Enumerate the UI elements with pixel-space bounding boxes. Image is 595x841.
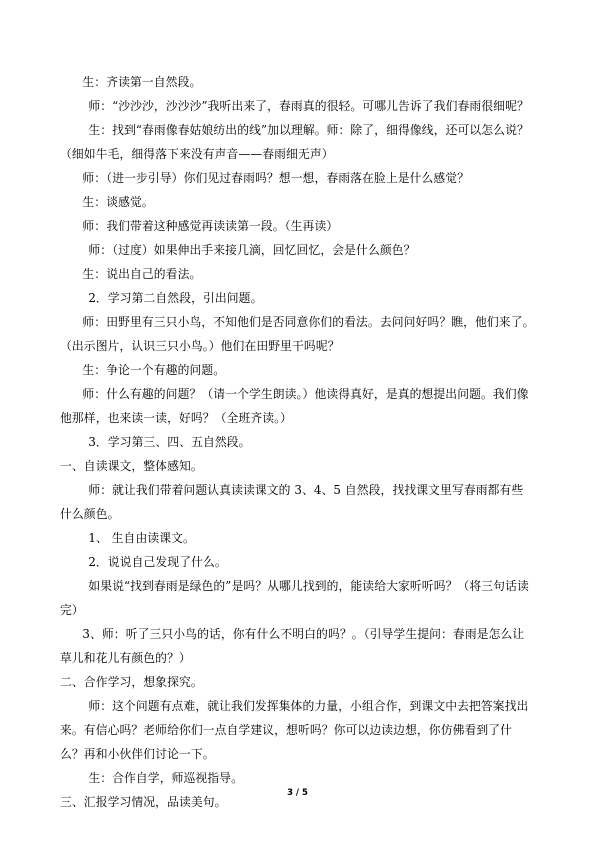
paragraph: 师：（进一步引导）你们见过春雨吗？想一想，春雨落在脸上是什么感觉？ bbox=[82, 171, 470, 185]
paragraph: 三、汇报学习情况，品读美句。 bbox=[60, 795, 227, 809]
paragraph: 师：“沙沙沙，沙沙沙”我听出来了，春雨真的很轻。可哪儿告诉了我们春雨很细呢？ bbox=[88, 99, 529, 113]
paragraph: 师：（过度）如果伸出手来接几滴，回忆回忆，会是什么颜色？ bbox=[88, 243, 416, 257]
paragraph: 1、 生自由读课文。 bbox=[88, 531, 195, 545]
paragraph: 3．学习第三、四、五自然段。 bbox=[88, 435, 251, 449]
paragraph: 生：齐读第一自然段。 bbox=[82, 75, 202, 89]
paragraph: 一、自读课文，整体感知。 bbox=[60, 459, 203, 473]
paragraph: 师：就让我们带着问题认真读读课文的 3、4、5 自然段，找找课文里写春雨都有些什么颜色。 bbox=[60, 483, 524, 521]
paragraph: 如果说“找到春雨是绿色的”是吗？从哪儿找到的，能读给大家听听吗？（将三句话读完） bbox=[60, 579, 529, 617]
document-body bbox=[60, 70, 535, 814]
paragraph: 生：说出自己的看法。 bbox=[82, 267, 202, 281]
page-number: 3 / 5 bbox=[287, 788, 308, 798]
paragraph: 2．说说自己发现了什么。 bbox=[88, 555, 227, 569]
paragraph: 师：田野里有三只小鸟，不知他们是否同意你们的看法。去问问好吗？瞧，他们来了。（出示图片，认识三只小鸟。）他们在田野里干吗呢？ bbox=[60, 315, 535, 353]
paragraph: 师：我们带着这种感觉再读读第一段。（生再读） bbox=[82, 219, 339, 233]
paragraph: 生：谈感觉。 bbox=[82, 195, 154, 209]
paragraph: 生：找到“春雨像春姑娘纺出的线”加以理解。师：除了，细得像线，还可以怎么说？（细如牛毛，细得落下来没有声音——春雨细无声） bbox=[60, 123, 529, 161]
paragraph: 3、师：听了三只小鸟的话，你有什么不明白的吗？。（引导学生提问：春雨是怎么让草儿和花儿有颜色的？） bbox=[60, 627, 525, 665]
paragraph: 二、合作学习，想象探究。 bbox=[60, 675, 203, 689]
paragraph: 师：什么有趣的问题？（请一个学生朗读。）他读得真好，是真的想提出问题。我们像他那样，也来读一读，好吗？（全班齐读。） bbox=[60, 387, 529, 425]
paragraph: 师：这个问题有点难，就让我们发挥集体的力量，小组合作，到课文中去把答案找出来。有信心吗？老师给你们一点自学建议，想听吗？你可以边读边想，你仿佛看到了什么？再和小伙伴们讨论一下。 bbox=[60, 699, 529, 761]
paragraph: 生：争论一个有趣的问题。 bbox=[82, 363, 226, 377]
paragraph: 生：合作自学，师巡视指导。 bbox=[88, 771, 243, 785]
paragraph: 2．学习第二自然段，引出问题。 bbox=[88, 291, 263, 305]
